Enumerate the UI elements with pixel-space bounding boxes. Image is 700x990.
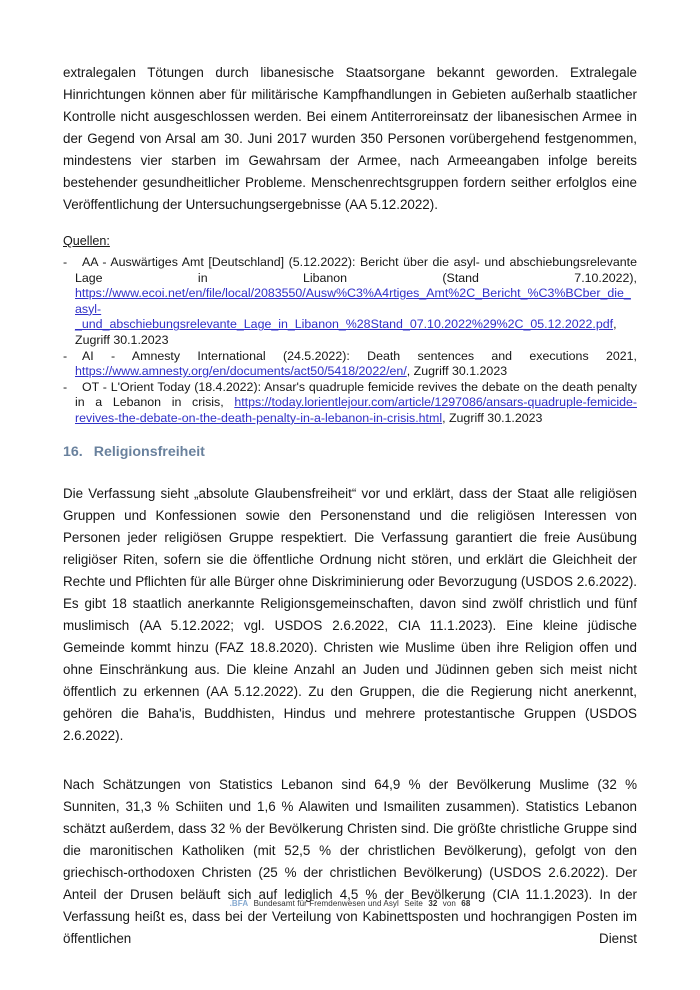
section-title: Religionsfreiheit	[93, 443, 205, 460]
source-text: OT - L'Orient Today (18.4.2022): Ansar's quadruple femicide revives the debate on the death penalty in a Lebanon in crisis,	[75, 379, 637, 410]
source-text: , Zugriff 30.1.2023	[75, 317, 617, 347]
footer-org-name: Bundesamt für Fremdenwesen und Asyl	[253, 899, 399, 908]
source-bullet: -	[63, 348, 68, 363]
source-link[interactable]: https://www.amnesty.org/en/documents/act50/5418/2022/en/	[75, 364, 407, 379]
paragraph-religious-freedom-constitution: Die Verfassung sieht „absolute Glaubensfreiheit“ vor und erklärt, dass der Staat alle religiösen Gruppen und Konfessionen sowie den Personenstand und die religiösen Interessen von Personen jeder religiösen Gruppe respektiert. Die Verfassung garantiert die freie Ausübung religiöser Riten, sofern sie die öffentliche Ordnung nicht stören, und erklärt die Gleichheit der Rechte und Pflichten für alle Bürger ohne Diskriminierung oder Bevorzugung (USDOS 2.6.2022). Es gibt 18 staatlich anerkannte Religionsgemeinschaften, davon sind zwölf christlich und fünf muslimisch (AA 5.12.2022; vgl. USDOS 2.6.2022, CIA 11.1.2023). Eine kleine jüdische Gemeinde kommt hinzu (FAZ 18.8.2020). Christen wie Muslime üben ihre Religion offen und ohne Einschränkung aus. Die kleine Anzahl an Juden und Jüdinnen geben sich meist nicht öffentlich zu erkennen (AA 5.12.2022). Zu den Gruppen, die die Regierung nicht anerkennt, gehören die Baha'is, Buddhisten, Hindus und mehrere protestantische Gruppen (USDOS 2.6.2022).	[63, 485, 637, 743]
source-link[interactable]: https://today.lorientlejour.com/article/1297086/ansars-quadruple-femicide-revives-the-debate-on-the-death-penalty-in-a-lebanon-in-crisis.html	[75, 395, 637, 425]
sources-list	[63, 255, 637, 427]
source-item	[63, 255, 637, 349]
bfa-logo-text: .BFA	[229, 899, 249, 908]
source-text: , Zugriff 30.1.2023	[442, 410, 543, 425]
paragraph-religion-statistics: Nach Schätzungen von Statistics Lebanon sind 64,9 % der Bevölkerung Muslime (32 % Sunniten, 31,3 % Schiiten und 1,6 % Alawiten und Ismailiten zusammen). Statistics Lebanon schätzt außerdem, dass 32 % der Bevölkerung Christen sind. Die größte christliche Gruppe sind die maronitischen Katholiken (mit 52,5 % der christlichen Bevölkerung), gefolgt von den griechisch-orthodoxen Christen (25 % der christlichen Bevölkerung) (USDOS 2.6.2022). Der Anteil der Drusen beläuft sich auf lediglich 4,5 % der Bevölkerung (CIA 11.1.2023). In der Verfassung heißt es, dass bei der Verteilung von Kabinettsposten und hochrangigen Posten im öffentlichen Dienst	[63, 776, 637, 946]
source-text: , Zugriff 30.1.2023	[406, 364, 508, 379]
footer-total-pages: 68	[461, 899, 471, 908]
sources-label: Quellen:	[63, 234, 110, 248]
source-bullet: -	[63, 255, 68, 269]
section-number: 16.	[63, 443, 83, 460]
footer-of-label: von	[442, 899, 456, 908]
footer-page-number: 32	[428, 899, 438, 908]
source-item	[63, 380, 637, 427]
paragraph-extralegal-executions: extralegalen Tötungen durch libanesische Staatsorgane bekannt geworden. Extralegale Hinrichtungen können aber für militärische Kampfhandlungen in Gebieten außerhalb staatlicher Kontrolle nicht ausgeschlossen werden. Bei einem Antiterroreinsatz der libanesischen Armee in der Gegend von Arsal am 30. Juni 2017 wurden 350 Personen vorübergehend festgenommen, mindestens vier starben im Gewahrsam der Armee, nach Armeeangaben infolge bereits bestehender gesundheitlicher Probleme. Menschenrechtsgruppen fordern seither erfolglos eine Veröffentlichung der Untersuchungsergebnisse (AA 5.12.2022).	[63, 65, 637, 212]
source-text: AA - Auswärtiges Amt [Deutschland] (5.12.2022): Bericht über die asyl- und abschiebungsrelevante Lage in Libanon (Stand 7.10.2022),	[75, 255, 637, 285]
page-content	[63, 62, 637, 950]
source-text: AI - Amnesty International (24.5.2022): Death sentences and executions 2021,	[82, 348, 637, 363]
source-bullet: -	[63, 379, 68, 394]
source-item	[63, 349, 637, 380]
footer-page-label: Seite	[404, 899, 423, 908]
section-heading-religionsfreiheit	[63, 444, 637, 460]
source-link[interactable]: https://www.ecoi.net/en/file/local/2083550/Ausw%C3%A4rtiges_Amt%2C_Bericht_%C3%BCber_die_asyl-_und_abschiebungsrelevante_Lage_in_Libanon_%28Stand_07.10.2022%29%2C_05.12.2022.pdf	[75, 286, 631, 332]
page-footer	[0, 899, 700, 908]
